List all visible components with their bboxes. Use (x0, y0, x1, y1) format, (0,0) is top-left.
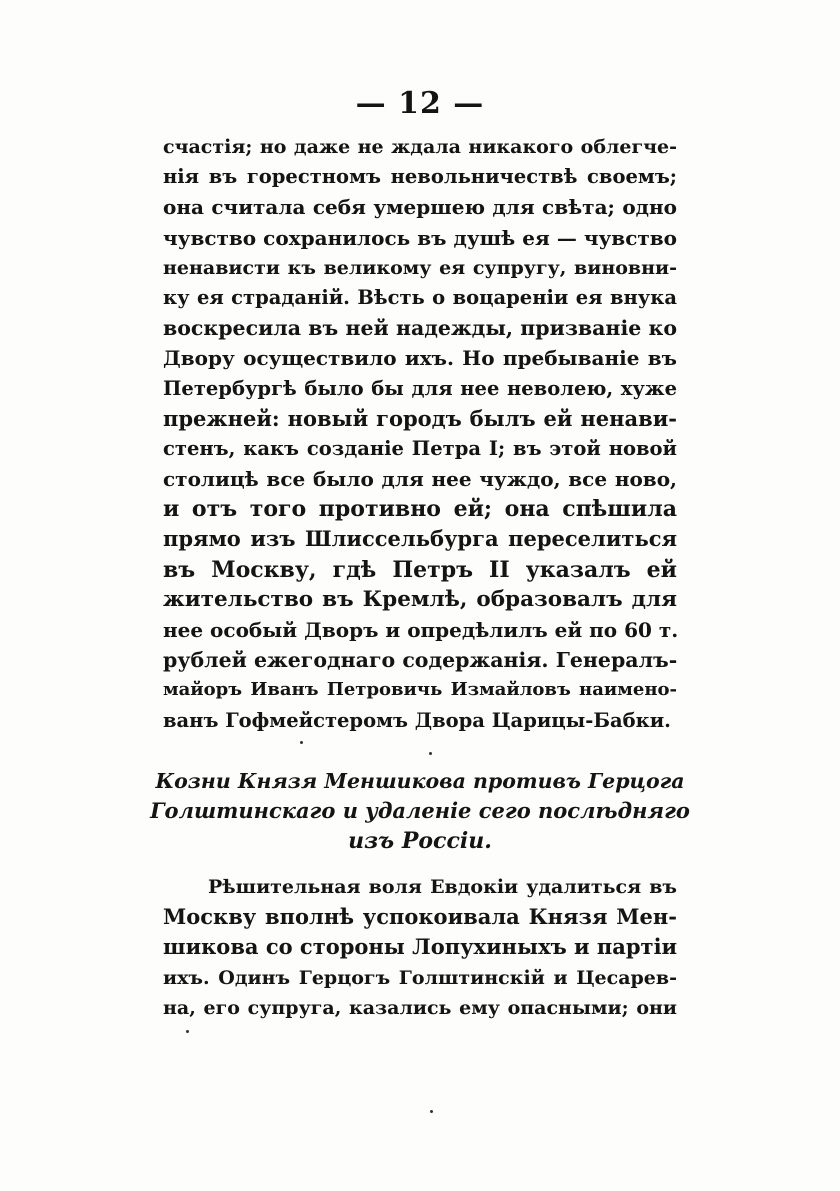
text-line: счастія; но даже не ждала никакого облегче- (163, 136, 677, 158)
text-line: Москву вполнѣ успокоивала Князя Мен- (163, 904, 677, 930)
text-line: Двору осуществило ихъ. Но пребываніе въ (163, 346, 677, 371)
text-line: ванъ Гофмейстеромъ Двора Царицы-Бабки. (163, 708, 671, 732)
print-speck (430, 1110, 433, 1113)
text-line: въ Москву, гдѣ Петръ II указалъ ей (163, 556, 677, 583)
text-line: прежней: новый городъ былъ ей ненави- (163, 405, 677, 431)
text-line: столицѣ все было для нее чуждо, все ново, (163, 467, 677, 492)
heading-line: изъ Россіи. (348, 828, 492, 854)
text-line: нее особый Дворъ и опредѣлилъ ей по 60 т. (163, 618, 679, 642)
text-line: рублей ежегоднаго содержанія. Генералъ- (163, 648, 678, 673)
text-line: майоръ Иванъ Петровичь Измайловъ наимено- (163, 679, 677, 701)
paragraph-2 (163, 872, 677, 1023)
text-line: ихъ. Одинъ Герцогъ Голштинскій и Цесарев- (163, 966, 677, 989)
print-speck (429, 752, 432, 755)
text-line: она считала себя умершею для свѣта; одно (163, 195, 677, 220)
text-line: нія въ горестномъ невольничествѣ своемъ; (163, 165, 677, 189)
section-heading (150, 766, 690, 856)
page-number: — 12 — (355, 86, 485, 121)
text-line: прямо изъ Шлиссельбурга переселиться (163, 526, 677, 552)
print-speck (186, 1030, 189, 1033)
text-line: и отъ того противно ей; она спѣшила (163, 496, 677, 523)
text-line: ненависти къ великому ея супругу, виновни- (163, 256, 677, 279)
heading-line: Голштинскаго и удаленіе сего послѣдняго (150, 798, 690, 823)
text-line: стенъ, какъ созданіе Петра I; въ этой новой (163, 436, 677, 460)
paragraph-1 (163, 132, 677, 736)
print-speck (300, 741, 303, 744)
heading-line: Козни Князя Меншикова противъ Герцога (155, 769, 685, 793)
text-line: жительство въ Кремлѣ, образовалъ для (163, 586, 677, 612)
text-line: на, его супруга, казались ему опасными; они (163, 996, 677, 1019)
text-line: воскресила въ ней надежды, призваніе ко (163, 316, 677, 341)
text-line: ку ея страданій. Вѣсть о воцареніи ея внука (163, 285, 677, 309)
text-line: чувство сохранилось въ душѣ ея — чувство (163, 225, 677, 250)
text-line: Рѣшительная воля Евдокіи удалиться въ (208, 876, 677, 898)
text-line: Петербургѣ было бы для нее неволею, хуже (163, 376, 677, 400)
text-line: шикова со стороны Лопухиныхъ и партіи (163, 934, 678, 960)
